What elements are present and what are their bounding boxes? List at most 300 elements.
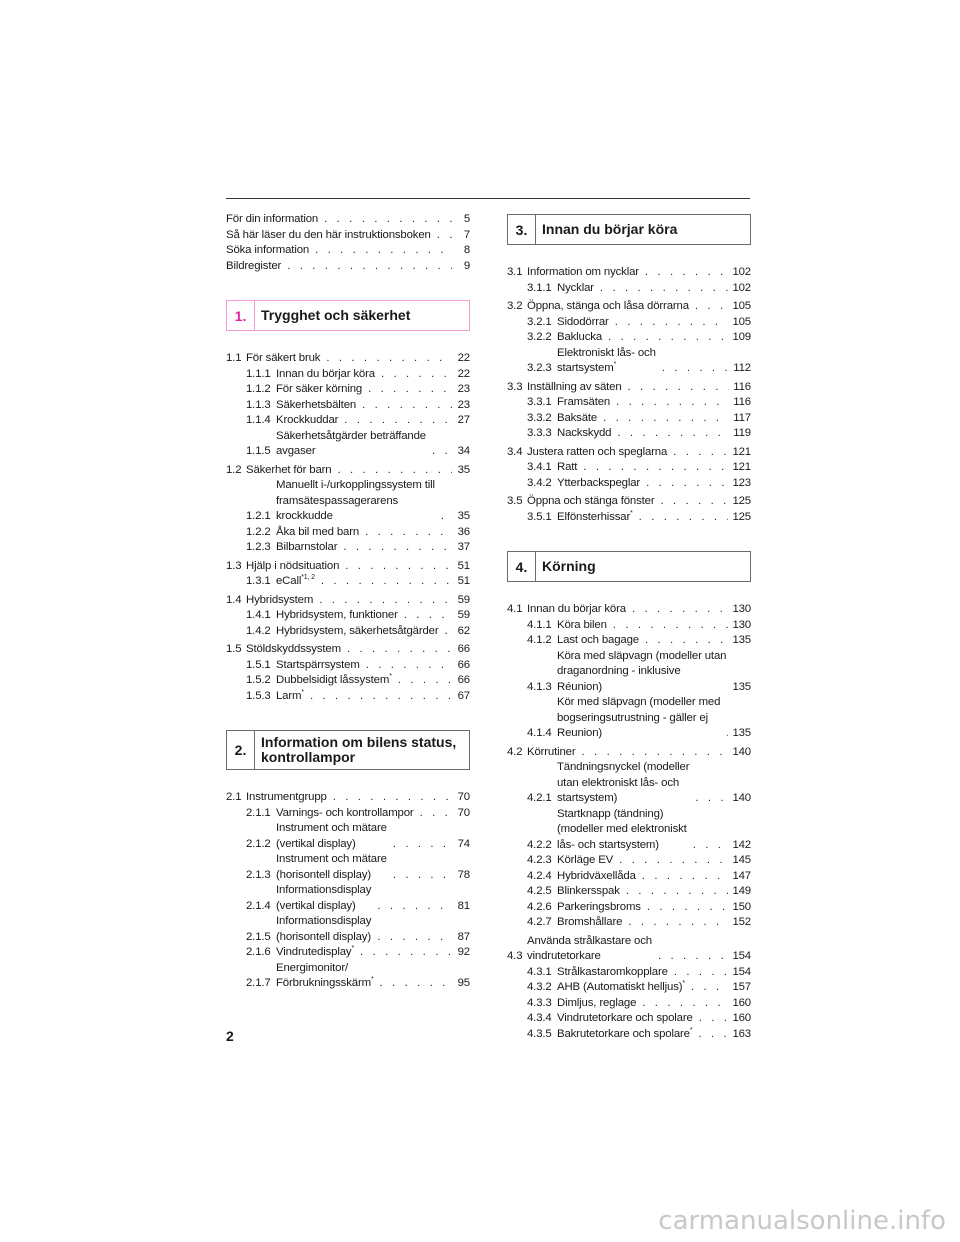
toc-entry[interactable] xyxy=(507,807,751,854)
toc-entry[interactable] xyxy=(507,460,751,476)
toc-entry-title xyxy=(527,494,654,510)
toc-entry-title-text: Instrumentgrupp xyxy=(246,791,327,803)
toc-entry-title xyxy=(276,961,374,992)
toc-entry-page: 160 xyxy=(732,996,751,1009)
toc-entry-number: 3.2.2 xyxy=(527,331,552,343)
dot-leader xyxy=(632,602,728,618)
toc-entry[interactable] xyxy=(226,914,470,945)
toc-entry-number: 3.3.1 xyxy=(527,396,552,408)
dot-leader xyxy=(333,790,452,806)
toc-entry-number: 3.4 xyxy=(507,445,523,458)
toc-entry[interactable] xyxy=(226,367,470,383)
toc-entry-title-text: Hybridsystem xyxy=(246,593,314,606)
toc-entry-title xyxy=(246,463,331,479)
toc-entry-page: 135 xyxy=(732,727,751,739)
toc-entry-title-text: Instrument och mätare (vertikal display) xyxy=(276,822,387,850)
dot-leader xyxy=(324,212,452,228)
toc-entry-title-text: Energimonitor/ Förbrukningsskärm xyxy=(276,961,371,989)
toc-entry[interactable] xyxy=(507,869,751,885)
toc-entry-number: 3.3.3 xyxy=(527,427,552,439)
toc-entry[interactable] xyxy=(507,884,751,900)
toc-entry-page: 160 xyxy=(732,1012,751,1024)
toc-entry-page: 117 xyxy=(733,411,751,424)
footnote-marker: * xyxy=(351,945,355,953)
toc-entry-number: 4.3.4 xyxy=(527,1012,552,1024)
footnote-marker: * xyxy=(630,509,633,517)
toc-entry[interactable] xyxy=(226,243,470,259)
toc-entry[interactable] xyxy=(507,315,751,331)
section-3-list xyxy=(507,265,751,525)
dot-leader xyxy=(660,494,728,510)
toc-entry-title-text: Dubbelsidigt låssystem xyxy=(276,674,390,686)
toc-entry-page: 35 xyxy=(457,510,470,522)
dot-leader xyxy=(343,540,452,556)
footnote-marker: * xyxy=(689,1026,693,1034)
toc-entry-number: 3.1.1 xyxy=(527,281,552,294)
toc-entry-title xyxy=(276,478,435,525)
dot-leader xyxy=(583,460,728,476)
toc-entry-title-text: Säkerhetsåtgärder beträffande avgaser xyxy=(276,429,426,457)
toc-entry-title xyxy=(557,618,607,634)
toc-entry[interactable] xyxy=(226,540,470,556)
toc-entry-title-text: För säker körning xyxy=(276,383,363,395)
toc-entry[interactable] xyxy=(226,574,470,590)
dot-leader xyxy=(642,869,729,885)
toc-entry-number: 1.3 xyxy=(226,559,242,572)
toc-entry-page: 147 xyxy=(732,869,751,882)
section-title: Körning xyxy=(542,558,596,574)
toc-entry-page: 81 xyxy=(457,899,470,912)
toc-entry-title-text: Köra bilen xyxy=(557,618,607,631)
toc-entry-page: 7 xyxy=(463,228,470,241)
toc-entry[interactable] xyxy=(226,883,470,914)
toc-entry[interactable] xyxy=(507,346,751,377)
toc-entry[interactable] xyxy=(226,429,470,460)
toc-entry[interactable] xyxy=(226,212,470,228)
toc-entry[interactable] xyxy=(507,996,751,1012)
toc-entry-title xyxy=(276,658,360,674)
toc-entry-title-text: Vindrutetorkare och spolare xyxy=(557,1012,693,1024)
toc-entry-title xyxy=(557,760,689,807)
toc-entry-title xyxy=(557,695,720,742)
toc-entry[interactable] xyxy=(507,281,751,297)
dot-leader xyxy=(691,980,728,996)
dot-leader xyxy=(639,510,729,526)
toc-entry[interactable] xyxy=(507,476,751,492)
toc-entry-number: 1.5.1 xyxy=(246,658,271,671)
toc-entry[interactable] xyxy=(507,330,751,346)
section-header-2 xyxy=(226,730,470,770)
toc-entry-number: 3.5.1 xyxy=(527,510,552,523)
toc-entry-title-text: Baksäte xyxy=(557,411,598,424)
toc-entry[interactable] xyxy=(226,525,470,541)
toc-entry-number: 4.2 xyxy=(507,745,523,758)
toc-entry-title xyxy=(276,382,362,398)
section-number: 3. xyxy=(508,215,536,244)
toc-entry-number: 3.2.1 xyxy=(527,315,552,328)
toc-entry[interactable] xyxy=(507,695,751,742)
toc-entry-page: 22 xyxy=(457,352,470,364)
section-header-4 xyxy=(507,551,751,582)
toc-entry[interactable] xyxy=(507,915,751,931)
dot-leader xyxy=(381,367,452,383)
toc-entry-number: 4.1.1 xyxy=(527,618,552,631)
toc-entry[interactable] xyxy=(507,980,751,996)
toc-entry[interactable] xyxy=(507,411,751,427)
toc-entry-title xyxy=(557,330,602,346)
toc-entry-page: 37 xyxy=(457,541,470,553)
dot-leader xyxy=(393,868,452,884)
toc-entry-page: 102 xyxy=(732,266,751,278)
toc-entry-number: 1.2.2 xyxy=(246,525,271,538)
toc-entry-number: 2.1.3 xyxy=(246,868,271,881)
toc-entry-title-text: För säkert bruk xyxy=(246,352,321,364)
toc-entry-title-text: Öppna och stänga fönster xyxy=(527,495,655,507)
toc-entry-page: 116 xyxy=(733,380,751,393)
dot-leader xyxy=(726,726,728,742)
toc-entry[interactable] xyxy=(507,494,751,510)
toc-entry-page: 35 xyxy=(457,463,470,476)
toc-entry-title xyxy=(557,915,622,931)
toc-entry-title xyxy=(557,649,726,696)
toc-entry-page: 154 xyxy=(732,950,751,962)
toc-entry-title-text: Elfönsterhissar xyxy=(557,510,631,523)
dot-leader xyxy=(699,1011,729,1027)
section-header-3 xyxy=(507,214,751,245)
toc-entry-page: 125 xyxy=(732,510,751,523)
toc-entry-title-text: Manuellt i-/urkopplingssystem till framsätespassagerarens krockkudde xyxy=(276,479,435,522)
toc-entry-title xyxy=(276,673,392,689)
toc-entry-title-text: Körläge EV xyxy=(557,854,614,866)
toc-entry-title xyxy=(276,574,315,590)
toc-entry-title-text: Baklucka xyxy=(557,331,603,343)
toc-entry-page: 59 xyxy=(457,593,470,606)
toc-entry-page: 121 xyxy=(732,461,751,473)
dot-leader xyxy=(613,618,729,634)
toc-entry-number: 1.1.4 xyxy=(246,414,271,426)
toc-entry[interactable] xyxy=(226,259,470,275)
toc-entry-page: 102 xyxy=(732,281,751,294)
toc-entry-page: 125 xyxy=(732,495,751,507)
toc-entry-title xyxy=(276,413,338,429)
section-4-list xyxy=(507,602,751,1042)
toc-entry[interactable] xyxy=(226,945,470,961)
toc-entry-title xyxy=(276,429,426,460)
toc-entry[interactable] xyxy=(507,934,751,965)
dot-leader xyxy=(615,315,729,331)
toc-entry-title xyxy=(557,980,685,996)
toc-entry-number: 4.2.6 xyxy=(527,900,552,913)
dot-leader xyxy=(603,411,729,427)
toc-entry-title xyxy=(276,689,304,705)
toc-entry-page: 116 xyxy=(733,396,751,408)
toc-entry-number: 2.1.5 xyxy=(246,930,271,943)
toc-entry-title xyxy=(276,624,438,640)
toc-entry-title xyxy=(276,945,354,961)
toc-entry[interactable] xyxy=(507,1011,751,1027)
dot-leader xyxy=(646,476,728,492)
toc-entry-title-text: Hybridsystem, funktioner xyxy=(276,609,398,621)
toc-entry-page: 130 xyxy=(732,618,751,631)
toc-entry[interactable] xyxy=(226,351,470,367)
toc-entry-page: 66 xyxy=(457,658,470,671)
toc-entry-page: 74 xyxy=(457,837,470,850)
toc-entry[interactable] xyxy=(507,445,751,461)
toc-entry-title xyxy=(557,853,613,869)
toc-entry-page: 70 xyxy=(457,806,470,819)
dot-leader xyxy=(368,382,452,398)
dot-leader xyxy=(393,837,452,853)
toc-entry-title-text: Larm xyxy=(276,689,302,702)
toc-entry-page: 66 xyxy=(457,674,470,686)
toc-entry-title xyxy=(276,806,414,822)
toc-entry[interactable] xyxy=(507,900,751,916)
toc-entry-page: 149 xyxy=(732,885,751,897)
dot-leader xyxy=(366,658,452,674)
toc-entry[interactable] xyxy=(226,228,470,244)
toc-entry-page: 130 xyxy=(732,603,751,615)
dot-leader xyxy=(360,945,452,961)
toc-entry-page: 109 xyxy=(732,331,751,343)
toc-entry-title-text: Köra med släpvagn (modeller utan draganordning - inklusive Réunion) xyxy=(557,649,727,693)
toc-entry[interactable] xyxy=(226,790,470,806)
toc-entry[interactable] xyxy=(507,510,751,526)
toc-entry[interactable] xyxy=(507,760,751,807)
dot-leader xyxy=(647,900,729,916)
toc-entry-number: 2.1.1 xyxy=(246,806,271,819)
dot-leader xyxy=(444,624,452,640)
toc-entry[interactable] xyxy=(226,689,470,705)
dot-leader xyxy=(616,395,729,411)
toc-entry-title-text: Hybridsystem, säkerhetsåtgärder xyxy=(276,624,439,637)
dot-leader xyxy=(698,1027,728,1043)
toc-entry-title-text: Ytterbackspeglar xyxy=(557,476,641,489)
dot-leader xyxy=(645,265,729,281)
toc-entry[interactable] xyxy=(507,426,751,442)
toc-entry-number: 1.1.5 xyxy=(246,445,271,457)
dot-leader xyxy=(645,633,728,649)
toc-entry-title-text: Krockkuddar xyxy=(276,414,339,426)
toc-entry-page: 51 xyxy=(457,559,470,572)
toc-entry-title xyxy=(557,426,611,442)
toc-entry[interactable] xyxy=(507,618,751,634)
toc-entry-title-text: eCall xyxy=(276,575,302,587)
dot-leader xyxy=(628,380,730,396)
toc-entry-title-text: Justera ratten och speglarna xyxy=(527,445,668,458)
toc-entry-title-text: Bilbarnstolar xyxy=(276,541,338,553)
toc-entry-page: 62 xyxy=(457,624,470,637)
dot-leader xyxy=(662,361,730,377)
toc-entry-title xyxy=(557,900,641,916)
footnote-marker: * xyxy=(682,980,685,988)
section-header-1 xyxy=(226,300,470,331)
toc-entry[interactable] xyxy=(507,965,751,981)
toc-entry-page: 112 xyxy=(733,362,751,374)
toc-entry[interactable] xyxy=(226,463,470,479)
toc-entry-number: 1.2.3 xyxy=(246,541,271,553)
footnote-marker: * xyxy=(389,673,392,681)
toc-entry-title-text: Öppna, stänga och låsa dörrarna xyxy=(527,300,689,312)
toc-entry-number: 4.3 xyxy=(507,950,523,962)
toc-entry[interactable] xyxy=(226,852,470,883)
toc-entry-number: 2.1.4 xyxy=(246,899,271,912)
toc-entry-page: 23 xyxy=(457,398,470,411)
dot-leader xyxy=(673,445,728,461)
toc-entry[interactable] xyxy=(226,559,470,575)
toc-entry[interactable] xyxy=(507,633,751,649)
watermark: carmanualsonline.info xyxy=(658,1206,946,1236)
toc-entry-page: 119 xyxy=(733,427,751,439)
dot-leader xyxy=(398,673,452,689)
dot-leader xyxy=(695,791,728,807)
toc-entry[interactable] xyxy=(226,624,470,640)
toc-entry-title xyxy=(246,351,320,367)
toc-entry-page: 157 xyxy=(732,981,751,993)
toc-entry-title-text: Ratt xyxy=(557,461,578,473)
toc-entry-number: 2.1.7 xyxy=(246,977,271,989)
toc-entry-number: 4.2.5 xyxy=(527,885,552,897)
toc-entry-number: 4.1.3 xyxy=(527,680,552,693)
toc-entry-title-text: Sidodörrar xyxy=(557,315,609,328)
toc-entry-number: 3.4.2 xyxy=(527,476,552,489)
toc-entry-page: 145 xyxy=(732,854,751,866)
toc-entry-title xyxy=(557,315,609,331)
toc-entry-title xyxy=(557,460,577,476)
dot-leader xyxy=(344,413,452,429)
dot-leader xyxy=(420,806,452,822)
toc-entry-title xyxy=(226,212,318,228)
toc-entry-title-text: Bromshållare xyxy=(557,916,623,928)
toc-entry[interactable] xyxy=(226,806,470,822)
toc-entry-number: 4.2.2 xyxy=(527,838,552,851)
toc-entry-number: 1.1.1 xyxy=(246,367,271,380)
dot-leader xyxy=(365,525,452,541)
top-rule xyxy=(226,198,750,199)
toc-entry-title xyxy=(226,228,431,244)
toc-entry-title-text: AHB (Automatiskt helljus) xyxy=(557,981,683,993)
toc-entry-number: 1.5.2 xyxy=(246,674,271,686)
toc-entry[interactable] xyxy=(226,413,470,429)
toc-entry[interactable] xyxy=(507,395,751,411)
dot-leader xyxy=(404,608,452,624)
section-title: Trygghet och säkerhet xyxy=(261,307,411,323)
toc-entry-title-text: Informationsdisplay (vertikal display) xyxy=(276,884,372,912)
dot-leader xyxy=(600,281,729,297)
toc-entry[interactable] xyxy=(226,658,470,674)
toc-entry[interactable] xyxy=(507,649,751,696)
dot-leader xyxy=(362,398,452,414)
toc-entry-title-text: Hjälp i nödsituation xyxy=(246,559,340,572)
toc-entry-title-text: Parkeringsbroms xyxy=(557,900,641,913)
toc-entry-number: 1.4 xyxy=(226,593,242,606)
left-column xyxy=(226,212,470,992)
toc-entry[interactable] xyxy=(226,478,470,525)
toc-entry-title-text: För din information xyxy=(226,213,319,225)
toc-entry[interactable] xyxy=(226,398,470,414)
toc-entry[interactable] xyxy=(226,642,470,658)
toc-entry-title xyxy=(557,884,620,900)
toc-entry[interactable] xyxy=(226,961,470,992)
toc-entry-title-text: Varnings- och kontrollampor xyxy=(276,806,414,819)
dot-leader xyxy=(377,930,452,946)
toc-entry[interactable] xyxy=(226,608,470,624)
right-column xyxy=(507,212,751,1042)
toc-entry-title xyxy=(527,602,626,618)
toc-entry-page: 105 xyxy=(732,315,751,328)
toc-entry-title xyxy=(557,281,594,297)
toc-entry-title-text: Blinkersspak xyxy=(557,885,620,897)
toc-entry-page: 5 xyxy=(463,213,470,225)
toc-entry-title-text: Använda strålkastare och vindrutetorkare xyxy=(527,934,652,962)
toc-entry-number: 4.2.1 xyxy=(527,792,552,804)
toc-entry[interactable] xyxy=(507,602,751,618)
toc-entry-title xyxy=(527,745,576,761)
toc-entry-number: 1.1.2 xyxy=(246,383,271,395)
dot-leader xyxy=(310,689,452,705)
toc-entry-title-text: Inställning av säten xyxy=(527,380,622,393)
footnote-marker: * xyxy=(301,688,304,696)
toc-entry-number: 2.1 xyxy=(226,791,242,803)
toc-entry[interactable] xyxy=(226,382,470,398)
toc-entry-title-text: Startknapp (tändning) (modeller med elektroniskt lås- och startsystem) xyxy=(557,807,687,851)
toc-entry-title-text: Kör med släpvagn (modeller med bogseringsutrustning - gäller ej Reunion) xyxy=(557,696,721,739)
toc-entry-page: 66 xyxy=(457,643,470,655)
toc-entry[interactable] xyxy=(507,853,751,869)
toc-entry-page: 22 xyxy=(457,367,470,380)
toc-entry-title xyxy=(276,852,387,883)
toc-entry-title-text: Information om nycklar xyxy=(527,266,639,278)
dot-leader xyxy=(608,330,728,346)
toc-entry-title xyxy=(557,1011,693,1027)
toc-entry-title xyxy=(226,259,281,275)
toc-entry[interactable] xyxy=(507,1027,751,1043)
toc-entry-page: 36 xyxy=(457,525,470,538)
toc-entry-title xyxy=(527,934,652,965)
dot-leader xyxy=(674,965,729,981)
dot-leader xyxy=(693,838,729,854)
toc-entry-title xyxy=(557,411,597,427)
dot-leader xyxy=(287,259,452,275)
toc-entry-title xyxy=(557,869,636,885)
toc-entry[interactable] xyxy=(507,299,751,315)
toc-entry-number: 3.4.1 xyxy=(527,461,552,473)
toc-entry-title xyxy=(246,790,327,806)
dot-leader xyxy=(642,996,728,1012)
toc-entry[interactable] xyxy=(226,593,470,609)
toc-entry[interactable] xyxy=(507,380,751,396)
toc-entry-page: 70 xyxy=(457,791,470,803)
toc-entry-title xyxy=(276,883,371,914)
dot-leader xyxy=(628,915,728,931)
toc-entry[interactable] xyxy=(507,745,751,761)
toc-entry[interactable] xyxy=(507,265,751,281)
toc-entry-title xyxy=(276,367,375,383)
dot-leader xyxy=(326,351,452,367)
toc-entry-number: 1.5 xyxy=(226,643,242,655)
toc-entry-title xyxy=(246,559,339,575)
toc-entry-title xyxy=(527,380,622,396)
toc-entry-number: 4.3.3 xyxy=(527,996,552,1009)
toc-entry-page: 78 xyxy=(457,868,470,881)
toc-entry-title-text: Strålkastaromkopplare xyxy=(557,965,668,978)
dot-leader xyxy=(380,976,452,992)
toc-entry-number: 2.1.6 xyxy=(246,946,271,958)
toc-entry[interactable] xyxy=(226,821,470,852)
toc-entry-title-text: Dimljus, reglage xyxy=(557,996,637,1009)
toc-entry[interactable] xyxy=(226,673,470,689)
toc-entry-number: 4.3.2 xyxy=(527,981,552,993)
section-2-list xyxy=(226,790,470,992)
